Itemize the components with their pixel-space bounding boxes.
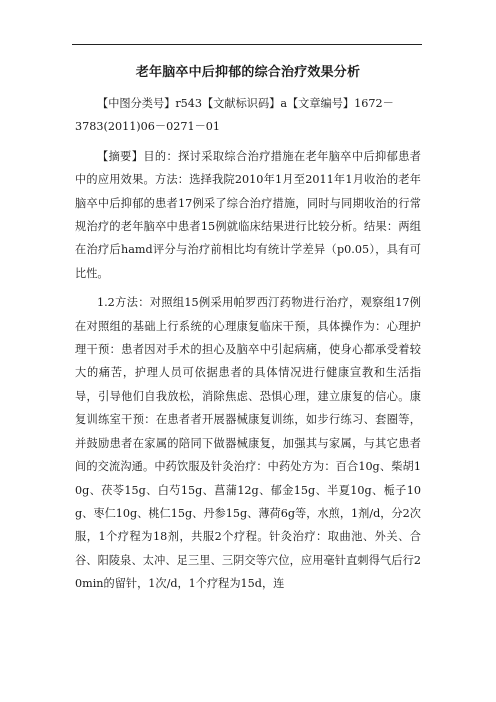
abstract-paragraph: 【摘要】目的：探讨采取综合治疗措施在老年脑卒中后抑郁患者中的应用效果。方法：选择我院2010年1月至2011年1月收治的老年脑卒中后抑郁的患者17例采了综合治疗措施，同时与同期收治的行常规治疗的老年脑卒中患者15例就临床结果进行比较分析。结果：两组在治疗后hamd评分与治疗前相比均有统计学差异（p0.05），具有可比性。	[75, 149, 421, 280]
method-paragraph: 1.2方法：对照组15例采用帕罗西汀药物进行治疗，观察组17例在对照组的基础上行系统的心理康复临床干预，具体操作为：心理护理干预：患者因对手术的担心及脑卒中引起病痛，使身心都承受着较大的痛苦，护理人员可依据患者的具体情况进行健康宣教和生活指导，引导他们自我放松，消除焦虑、恐惧心理，建立康复的信心。康复训练室干预：在患者者开展器械康复训练，如步行练习、套圈等，并鼓励患者在家属的陪同下做器械康复，加强其与家属，与其它患者间的交流沟通。中药饮服及针灸治疗：中药处方为：百合10g、柴胡10g、茯苓15g、白芍15g、菖蒲12g、郁金15g、半夏10g、栀子10g、枣仁10g、桃仁15g、丹参15g、薄荷6g等，水煎，1剂/d，分2次服，1个疗程为18剂，共服2个疗程。针灸治疗：取曲池、外关、合谷、阳陵泉、太冲、足三里、三阴交等穴位，应用毫针直刺得气后行20min的留针，1次/d，1个疗程为15d，连	[75, 296, 421, 591]
article-title: 老年脑卒中后抑郁的综合治疗效果分析	[135, 65, 361, 80]
classification-line-1: 【中图分类号】r543【文献标识码】a【文章编号】1672－	[97, 97, 394, 110]
classification-line-2: 3783(2011)06－0271－01	[75, 120, 220, 134]
header-rule	[72, 44, 422, 45]
article-body	[75, 62, 421, 596]
